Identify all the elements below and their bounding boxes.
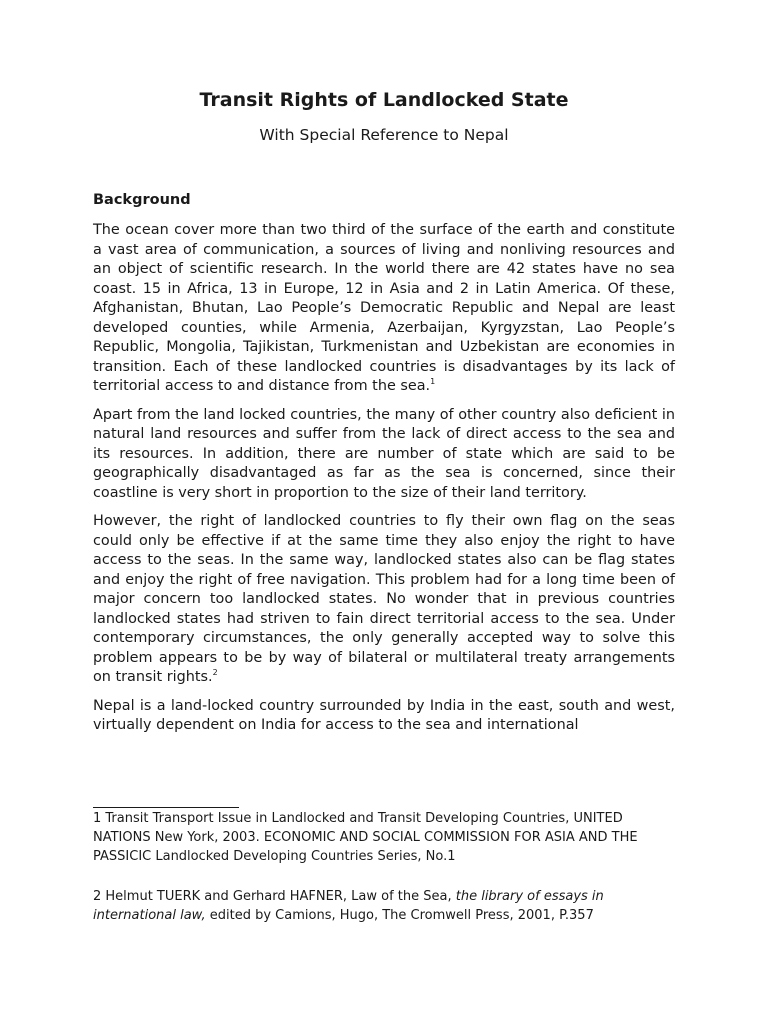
document-title: Transit Rights of Landlocked State [199,89,569,111]
footnote-reference: 1 [430,377,436,386]
footnote [93,887,683,925]
footnote [93,809,683,866]
footnote-reference: 2 [212,668,218,677]
paragraph-text: Nepal is a land-locked country surrounded by India in the east, south and west, virtually dependent on India for access to the sea and international [93,697,675,733]
paragraph [93,406,675,504]
paragraph-text: Apart from the land locked countries, the many of other country also deficient in natural land resources and suffer from the lack of direct access to the sea and its resources. In addition, there are number of state which are said to be geographically disadvantaged as far as the sea is concerned, since their coastline is very short in proportion to the size of their land territory. [93,406,675,501]
paragraph-text: However, the right of landlocked countries to fly their own flag on the seas could only be effective if at the same time they also enjoy the right to have access to the seas. In the same way, landlocked states also can be flag states and enjoy the right of free navigation. This problem had for a long time been of major concern too landlocked states. No wonder that in previous countries landlocked states had striven to fain direct territorial access to the sea. Under contemporary circumstances, the only generally accepted way to solve this problem appears to be by way of bilateral or multilateral treaty arrangements on transit rights. [93,513,675,685]
paragraph [93,512,675,688]
paragraph [93,697,675,736]
footnote-text: 2 Helmut TUERK and Gerhard HAFNER, Law of the Sea, [93,889,456,904]
footnote-text: edited by Camions, Hugo, The Cromwell Press, 2001, P.357 [205,908,594,923]
body-text [93,221,675,745]
footnote-italic-title: the library of essays in international law, [93,889,604,923]
footnote-separator [93,807,239,808]
footnote-text: 1 Transit Transport Issue in Landlocked and Transit Developing Countries, UNITED NATIONS New York, 2003. ECONOMIC AND SOCIAL COMMISSION FOR ASIA AND THE PASSICIC Landlocked Developing Countries Series, No.1 [93,811,638,864]
paragraph [93,221,675,397]
section-heading: Background [93,192,191,208]
document-subtitle: With Special Reference to Nepal [259,126,509,144]
paragraph-text: The ocean cover more than two third of the surface of the earth and constitute a vast area of communication, a sources of living and nonliving resources and an object of scientific research. In the world there are 42 states have no sea coast. 15 in Africa, 13 in Europe, 12 in Asia and 2 in Latin America. Of these, Afghanistan, Bhutan, Lao People’s Democratic Republic and Nepal are least developed counties, while Armenia, Azerbaijan, Kyrgyzstan, Lao People’s Republic, Mongolia, Tajikistan, Turkmenistan and Uzbekistan are economies in transition. Each of these landlocked countries is disadvantages by its lack of territorial access to and distance from the sea. [93,222,675,394]
